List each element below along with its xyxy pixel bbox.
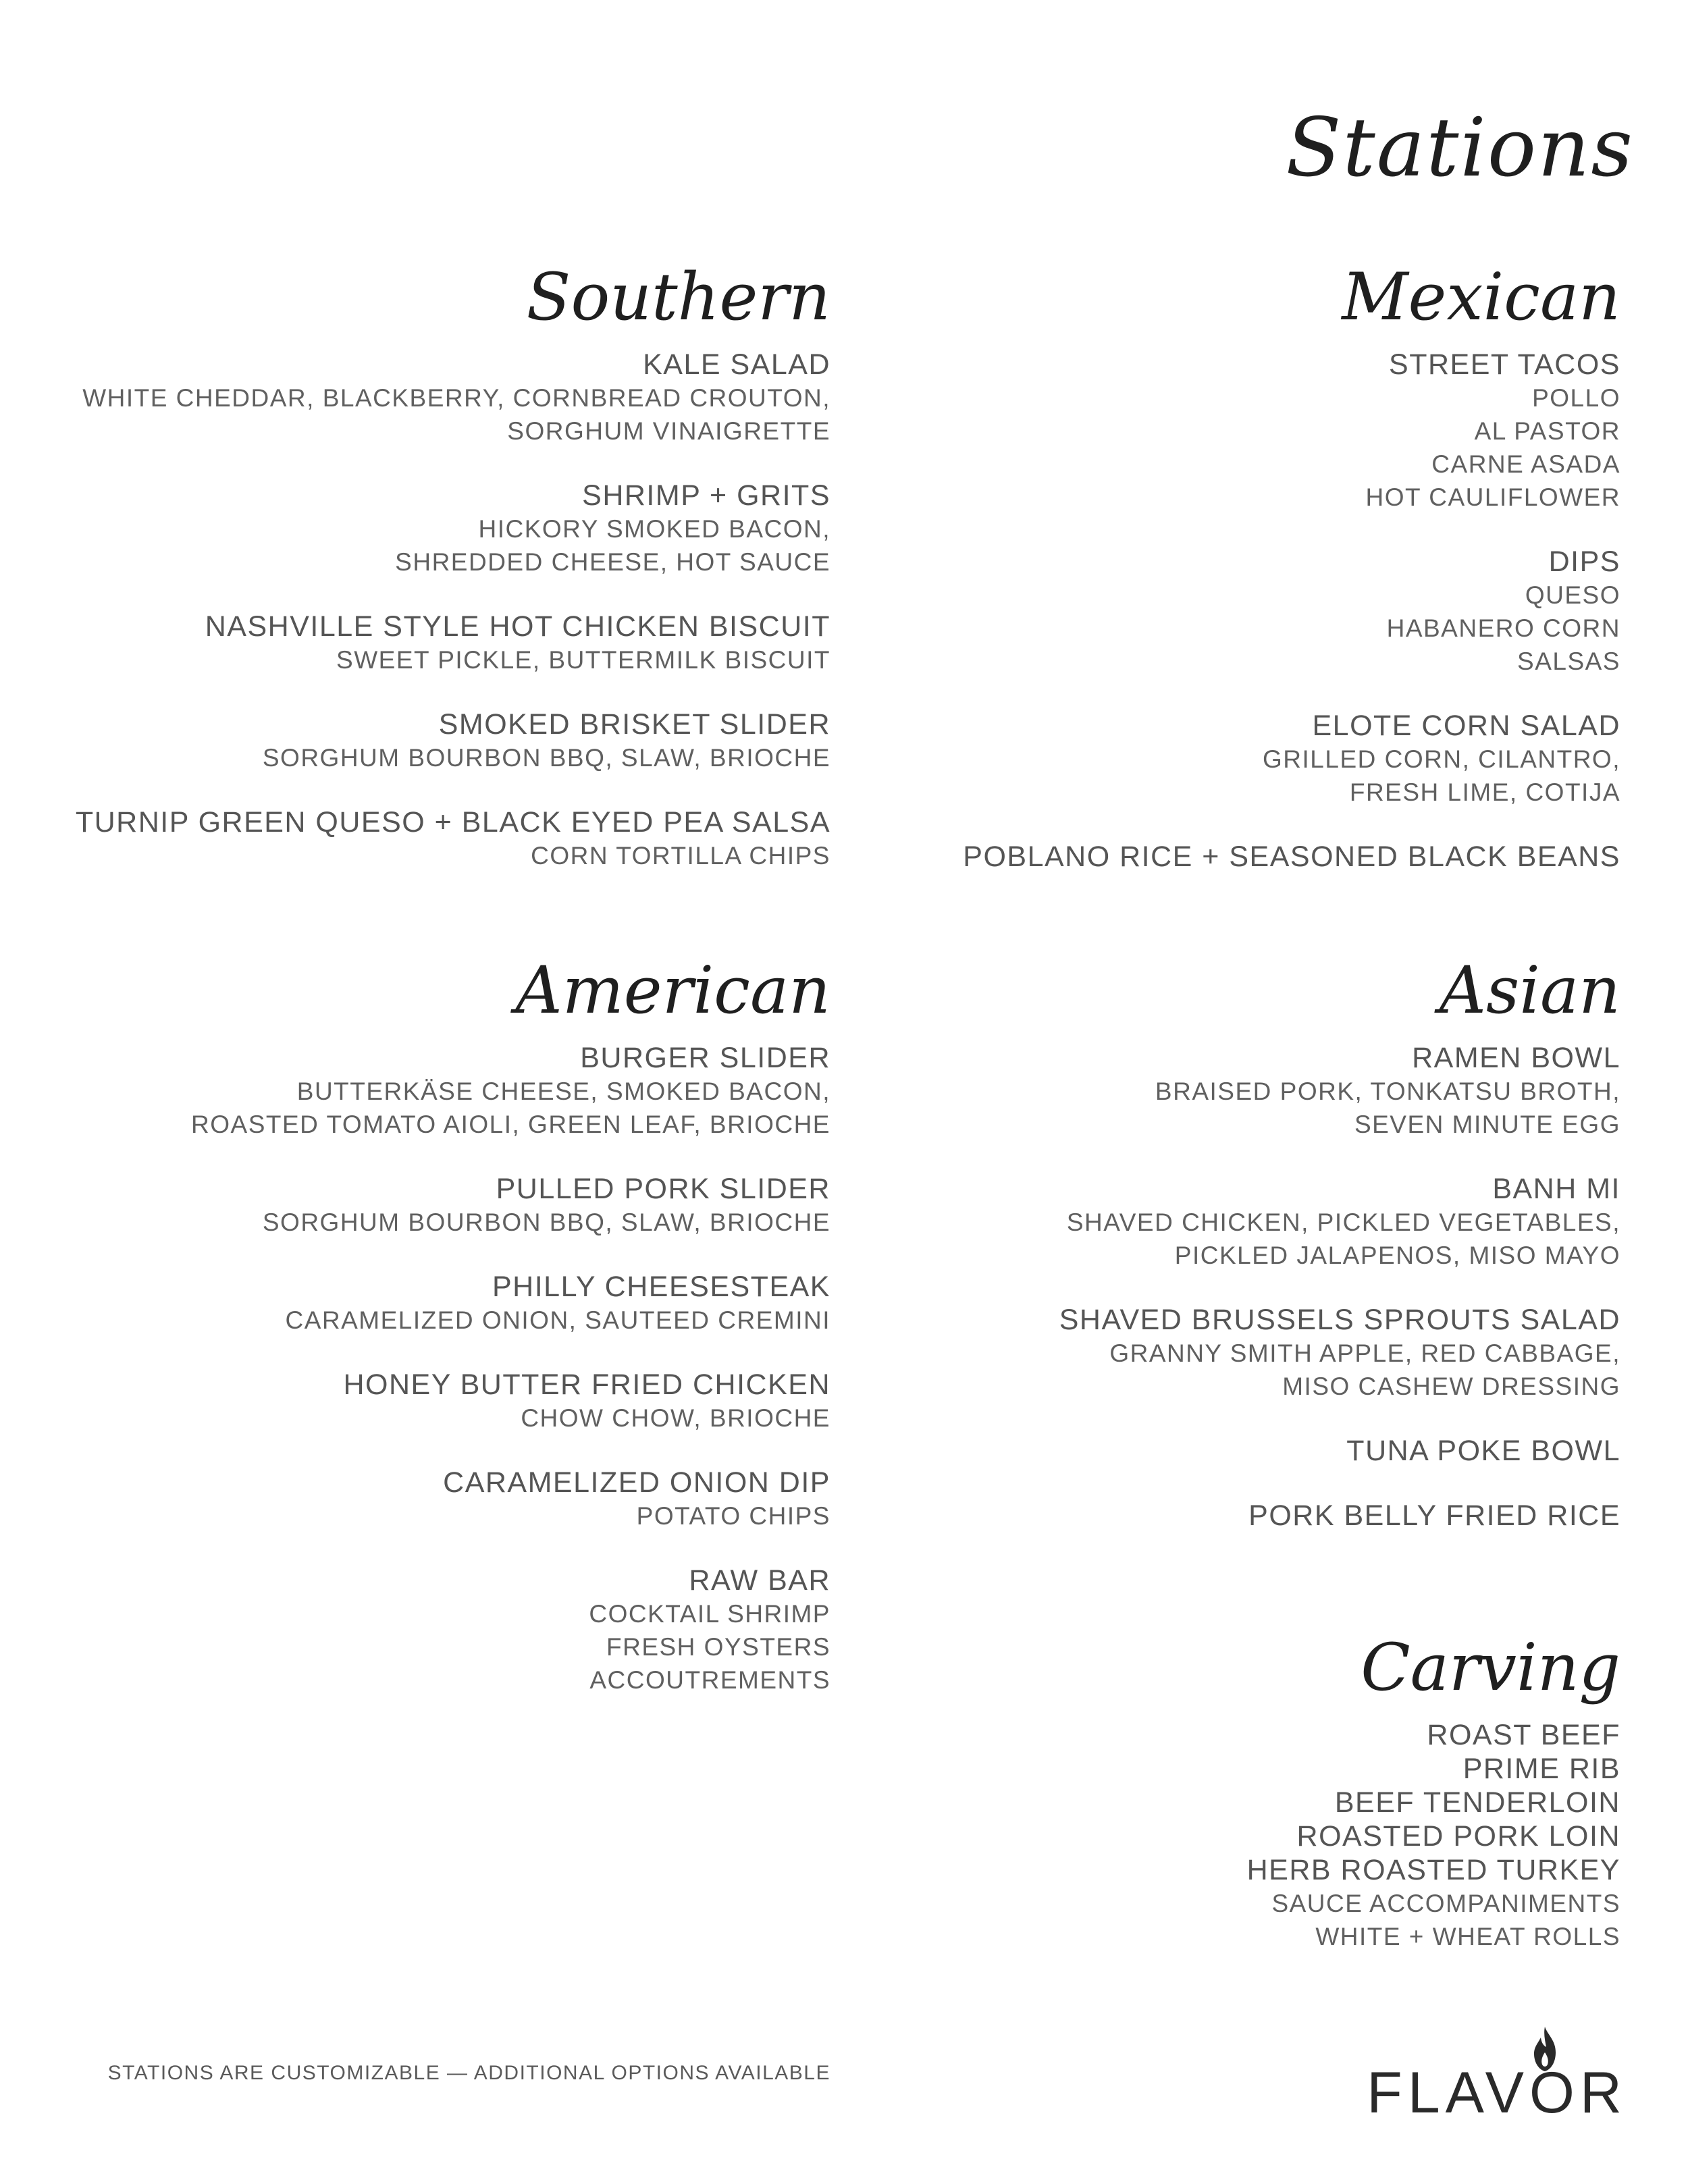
menu-item: [54, 805, 830, 872]
menu-item: [878, 348, 1620, 514]
section-asian: [878, 943, 1620, 1564]
logo-text: FLAVOR: [1367, 2060, 1627, 2125]
menu-item-detail: BUTTERKÄSE CHEESE, SMOKED BACON,: [296, 1077, 830, 1105]
menu-item-detail: WHITE + WHEAT ROLLS: [1315, 1923, 1620, 1950]
menu-item-name: RAMEN BOWL: [1412, 1042, 1620, 1074]
menu-item-name: PULLED PORK SLIDER: [496, 1173, 830, 1205]
menu-item: [54, 610, 830, 676]
section-title: Carving: [1361, 1630, 1620, 1705]
menu-item-name: SHRIMP + GRITS: [582, 479, 830, 512]
section-american: [54, 943, 830, 1728]
menu-item-name: STREET TACOS: [1389, 348, 1620, 381]
page-title: Stations: [1286, 101, 1634, 195]
menu-item: [878, 545, 1620, 678]
menu-item: [54, 1270, 830, 1337]
menu-item-detail: MISO CASHEW DRESSING: [1282, 1373, 1620, 1400]
menu-item-name: PORK BELLY FRIED RICE: [1248, 1499, 1620, 1532]
menu-item: [878, 1853, 1620, 1953]
menu-item-detail: FRESH OYSTERS: [606, 1633, 830, 1661]
menu-item-detail: SALSAS: [1517, 647, 1620, 675]
menu-item-detail: COCKTAIL SHRIMP: [589, 1600, 830, 1628]
section-title: Mexican: [1342, 259, 1620, 335]
section-title: Asian: [1439, 953, 1620, 1028]
menu-item: [878, 1434, 1620, 1468]
menu-item: [878, 1718, 1620, 1752]
menu-item: [878, 840, 1620, 874]
menu-item-detail: CHOW CHOW, BRIOCHE: [521, 1404, 830, 1432]
menu-item-name: PRIME RIB: [1462, 1753, 1620, 1785]
menu-item-detail: FRESH LIME, COTIJA: [1349, 778, 1620, 806]
menu-item-name: RAW BAR: [689, 1564, 830, 1597]
menu-item: [54, 1564, 830, 1697]
menu-item: [54, 348, 830, 448]
section-southern: [54, 250, 830, 903]
section-mexican: [878, 250, 1620, 905]
menu-item-detail: QUESO: [1525, 581, 1620, 609]
menu-item-detail: CARAMELIZED ONION, SAUTEED CREMINI: [285, 1306, 830, 1334]
menu-item: [54, 1466, 830, 1533]
menu-item: [878, 1819, 1620, 1853]
menu-item-name: CARAMELIZED ONION DIP: [443, 1466, 830, 1499]
item-list: [54, 1041, 830, 1697]
menu-item-name: BURGER SLIDER: [580, 1042, 830, 1074]
menu-item-name: BANH MI: [1492, 1173, 1620, 1205]
menu-item-detail: WHITE CHEDDAR, BLACKBERRY, CORNBREAD CROUTON,: [82, 384, 830, 412]
item-list: [878, 348, 1620, 874]
menu-item: [878, 709, 1620, 809]
section-title: American: [515, 953, 830, 1028]
menu-item-detail: AL PASTOR: [1474, 417, 1620, 445]
item-list: [878, 1041, 1620, 1533]
menu-item-detail: GRILLED CORN, CILANTRO,: [1263, 745, 1620, 773]
menu-item: [878, 1172, 1620, 1272]
menu-item: [54, 1368, 830, 1435]
menu-item-detail: ACCOUTREMENTS: [589, 1666, 830, 1694]
menu-item: [878, 1786, 1620, 1819]
item-list: [878, 1718, 1620, 1953]
menu-item-detail: HOT CAULIFLOWER: [1365, 483, 1620, 511]
item-list: [54, 348, 830, 872]
menu-item-name: ROAST BEEF: [1427, 1719, 1620, 1751]
menu-item-detail: SAUCE ACCOMPANIMENTS: [1271, 1890, 1620, 1917]
menu-item-detail: POLLO: [1532, 384, 1620, 412]
menu-item-name: TURNIP GREEN QUESO + BLACK EYED PEA SALSA: [75, 806, 830, 838]
menu-item-detail: SORGHUM BOURBON BBQ, SLAW, BRIOCHE: [262, 744, 830, 772]
menu-item-name: ROASTED PORK LOIN: [1296, 1820, 1620, 1853]
menu-item-name: DIPS: [1548, 545, 1620, 578]
menu-item-name: SHAVED BRUSSELS SPROUTS SALAD: [1059, 1304, 1620, 1336]
menu-item-name: BEEF TENDERLOIN: [1334, 1786, 1620, 1819]
menu-item: [878, 1499, 1620, 1533]
menu-item-detail: SHREDDED CHEESE, HOT SAUCE: [395, 548, 830, 576]
section-carving: [878, 1620, 1620, 1953]
menu-item-detail: HABANERO CORN: [1386, 614, 1620, 642]
menu-item: [878, 1303, 1620, 1403]
menu-item-name: PHILLY CHEESESTEAK: [492, 1271, 830, 1303]
menu-item-name: KALE SALAD: [643, 348, 830, 381]
menu-item-detail: HICKORY SMOKED BACON,: [478, 515, 830, 543]
menu-item-name: SMOKED BRISKET SLIDER: [438, 708, 830, 741]
menu-item-detail: ROASTED TOMATO AIOLI, GREEN LEAF, BRIOCHE: [191, 1111, 830, 1138]
menu-item: [878, 1752, 1620, 1786]
menu-item-name: HONEY BUTTER FRIED CHICKEN: [343, 1368, 830, 1401]
menu-item-detail: BRAISED PORK, TONKATSU BROTH,: [1155, 1077, 1620, 1105]
menu-item-detail: GRANNY SMITH APPLE, RED CABBAGE,: [1109, 1339, 1620, 1367]
menu-item-detail: POTATO CHIPS: [636, 1502, 830, 1530]
flavor-logo: [1344, 2025, 1627, 2127]
menu-item-detail: SORGHUM BOURBON BBQ, SLAW, BRIOCHE: [262, 1208, 830, 1236]
menu-item-name: ELOTE CORN SALAD: [1312, 710, 1620, 742]
menu-item: [878, 1041, 1620, 1141]
menu-item-name: POBLANO RICE + SEASONED BLACK BEANS: [963, 841, 1620, 873]
menu-item-detail: CARNE ASADA: [1431, 450, 1620, 478]
menu-item-detail: PICKLED JALAPENOS, MISO MAYO: [1174, 1242, 1620, 1269]
menu-item: [54, 1172, 830, 1239]
menu-item-detail: SHAVED CHICKEN, PICKLED VEGETABLES,: [1066, 1208, 1620, 1236]
menu-item-name: NASHVILLE STYLE HOT CHICKEN BISCUIT: [205, 610, 830, 643]
menu-item-name: TUNA POKE BOWL: [1346, 1435, 1620, 1467]
menu-item-detail: CORN TORTILLA CHIPS: [531, 842, 830, 870]
menu-item-name: HERB ROASTED TURKEY: [1246, 1854, 1620, 1886]
menu-item: [54, 1041, 830, 1141]
section-title: Southern: [526, 259, 830, 335]
footer-note: STATIONS ARE CUSTOMIZABLE — ADDITIONAL OPTIONS AVAILABLE: [107, 2062, 830, 2084]
menu-item-detail: SORGHUM VINAIGRETTE: [507, 417, 830, 445]
menu-item: [54, 708, 830, 774]
menu-item-detail: SWEET PICKLE, BUTTERMILK BISCUIT: [336, 646, 830, 674]
menu-item-detail: SEVEN MINUTE EGG: [1354, 1111, 1620, 1138]
menu-item: [54, 479, 830, 579]
